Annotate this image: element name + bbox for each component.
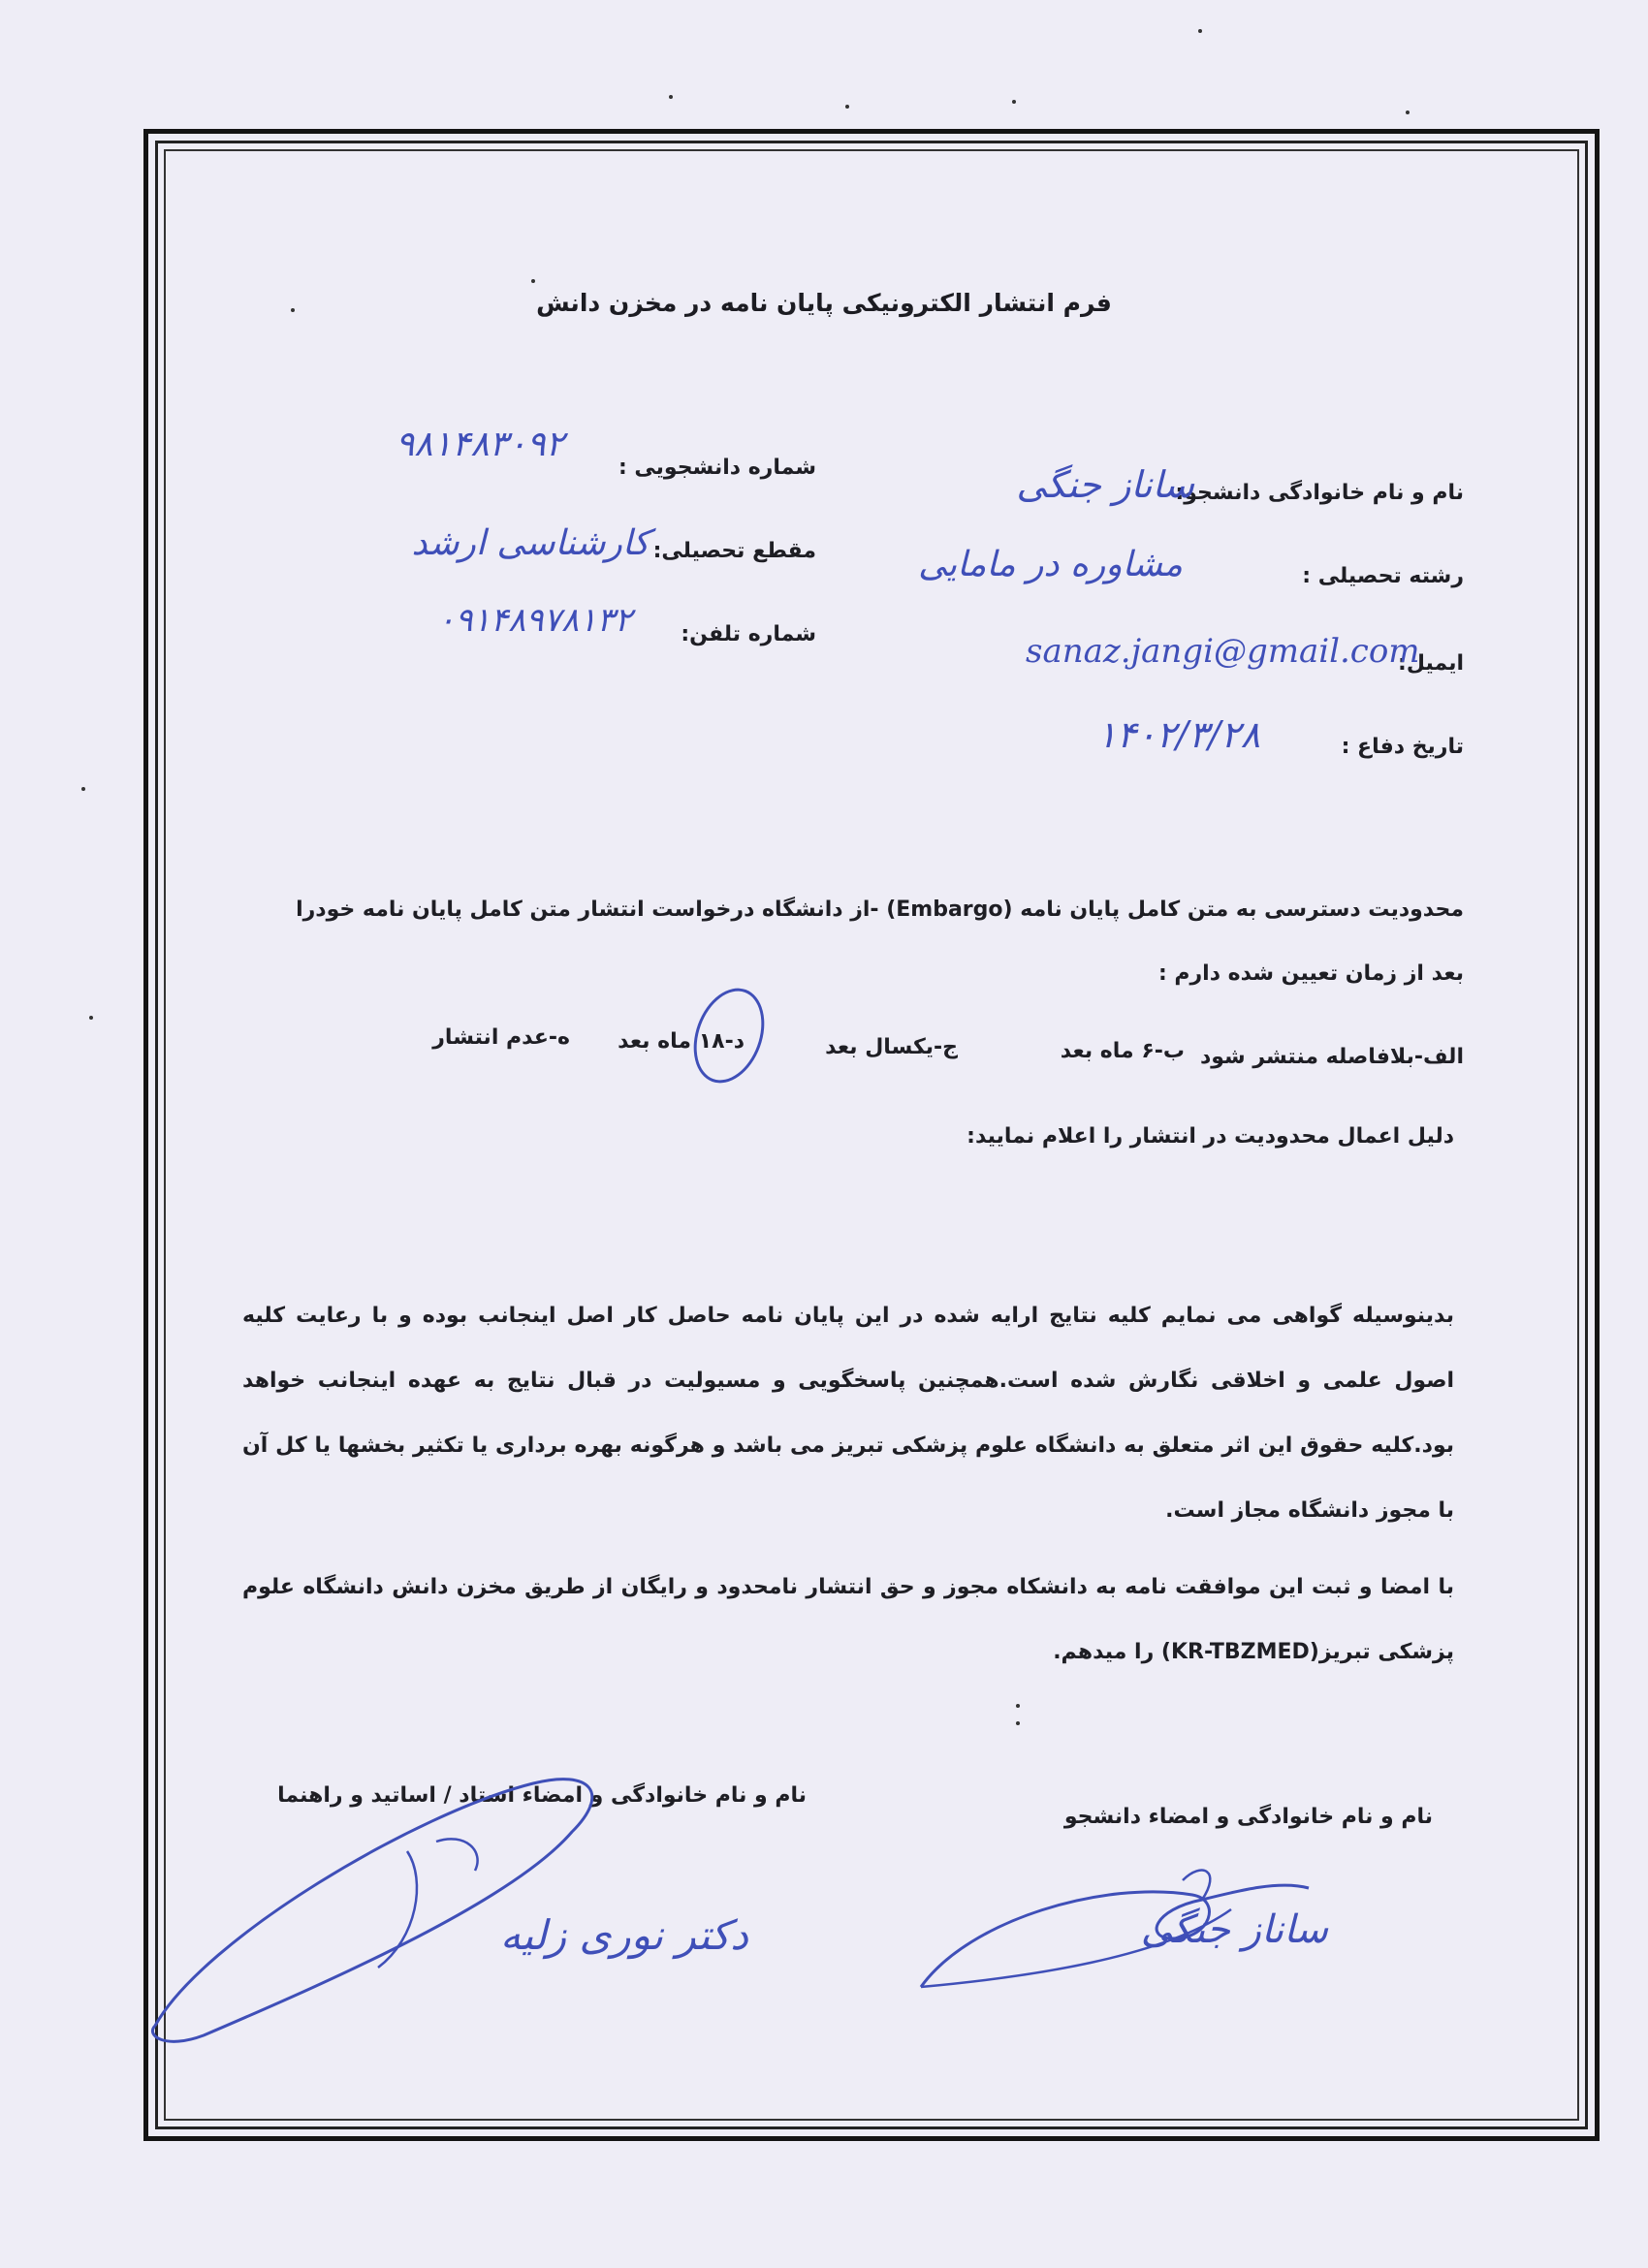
student-signature-scribble bbox=[911, 1842, 1357, 2026]
major-label: رشته تحصیلی : bbox=[1302, 564, 1464, 588]
advisor-signature-scribble bbox=[145, 1745, 650, 2064]
declaration-paragraph-1: بدینوسیله گواهی می نمایم کلیه نتایج ارایه شده در این پایان نامه حاصل کار اصل اینجانب بوده و با رعایت کلیه اصول علمی و اخلاقی نگارش شده است.همچنین پاسخگویی و مسیولیت در قبال نتایج به عهده اینجانب خواهد بود.کلیه حقوق این اثر متعلق به دانشگاه علوم پزشکی تبریز می باشد و هرگونه بهره برداری یا تکثیر بخشها یا کل آن با مجوز دانشگاه مجاز است. bbox=[242, 1304, 1454, 1523]
scan-dot bbox=[89, 1016, 93, 1020]
embargo-option-no-publish: ه-عدم انتشار bbox=[432, 1025, 570, 1050]
defense-date-value: ۱۴۰۲/۳/۲۸ bbox=[1096, 713, 1260, 756]
advisor-signature-label: نام و نام خانوادگی و امضاء استاد / اساتید و راهنما bbox=[277, 1783, 807, 1808]
embargo-reason-label: دلیل اعمال محدودیت در انتشار را اعلام نمایید: bbox=[967, 1124, 1454, 1149]
student-signature-name: ساناز جنگی bbox=[1140, 1907, 1328, 1952]
embargo-option-immediate: الف-بلافاصله منتشر شود bbox=[1199, 1045, 1464, 1069]
degree-label: مقطع تحصیلی: bbox=[652, 539, 816, 563]
scan-dot bbox=[1012, 100, 1016, 104]
defense-date-label: تاریخ دفاع : bbox=[1341, 735, 1464, 759]
phone-label: شماره تلفن: bbox=[681, 622, 816, 646]
student-signature-label: نام و نام خانوادگی و امضاء دانشجو bbox=[1063, 1805, 1433, 1829]
student-id-label: شماره دانشجویی : bbox=[618, 456, 816, 480]
scan-dot bbox=[1406, 110, 1410, 114]
student-name-value: ساناز جنگی bbox=[1016, 463, 1194, 506]
embargo-option-1-year: ج-یکسال بعد bbox=[825, 1035, 958, 1059]
scan-dot bbox=[1198, 29, 1202, 33]
embargo-option-6-months: ب-۶ ماه بعد bbox=[1060, 1039, 1185, 1063]
major-value: مشاوره در مامایی bbox=[918, 545, 1183, 584]
student-name-label: نام و نام خانوادگی دانشجو: bbox=[1175, 481, 1464, 505]
embargo-line-1: محدودیت دسترسی به متن کامل پایان نامه (Embargo) -از دانشگاه درخواست انتشار متن کامل پایان نامه خودرا bbox=[296, 898, 1464, 922]
email-label: ایمیل: bbox=[1398, 651, 1464, 676]
degree-value: کارشناسی ارشد bbox=[411, 523, 650, 563]
embargo-line-2: بعد از زمان تعیین شده دارم : bbox=[1157, 961, 1464, 986]
scan-dot bbox=[81, 787, 85, 791]
form-title: فرم انتشار الکترونیکی پایان نامه در مخزن دانش bbox=[536, 289, 1112, 317]
scan-dot bbox=[669, 95, 673, 99]
embargo-option-18-months: د-۱۸ ماه بعد bbox=[618, 1029, 745, 1054]
advisor-signature-name: دکتر نوری زلیه bbox=[499, 1911, 748, 1959]
phone-value: ۰۹۱۴۸۹۷۸۱۳۲ bbox=[437, 601, 632, 640]
email-value: sanaz.jangi@gmail.com bbox=[1026, 632, 1420, 671]
student-id-value: ۹۸۱۴۸۳۰۹۲ bbox=[395, 425, 564, 464]
scan-dot bbox=[845, 105, 849, 109]
declaration-paragraph-2: با امضا و ثبت این موافقت نامه به دانشکاه مجوز و حق انتشار نامحدود و رایگان از طریق مخزن دانش دانشگاه علوم پزشکی تبریز(KR-TBZMED) را میدهم. bbox=[242, 1575, 1454, 1664]
